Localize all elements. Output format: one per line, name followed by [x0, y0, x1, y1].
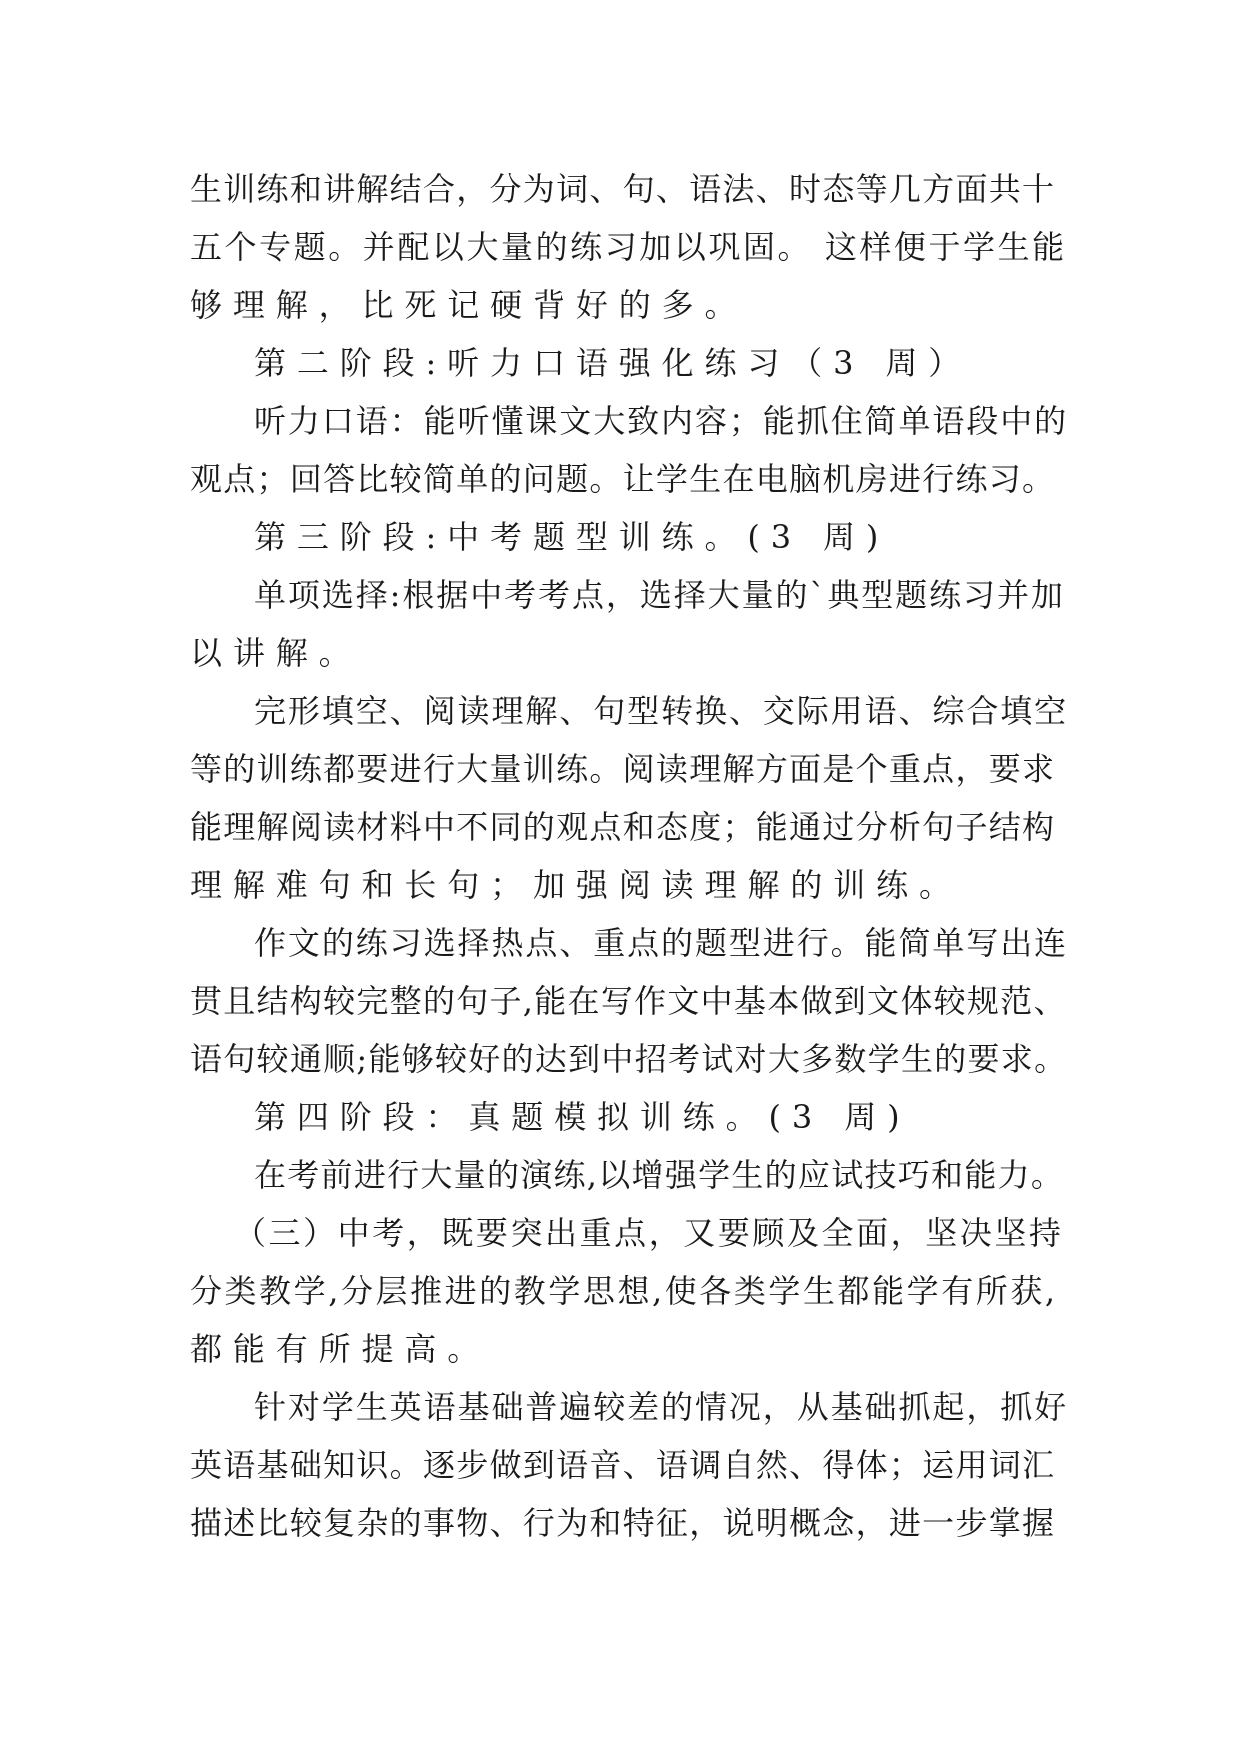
text-line: 语句较通顺;能够较好的达到中招考试对大多数学生的要求。: [190, 1040, 1068, 1078]
text-line: 等的训练都要进行大量训练。阅读理解方面是个重点，要求: [190, 750, 1056, 788]
text-line: 生训练和讲解结合，分为词、句、语法、时态等几方面共十: [190, 170, 1056, 208]
text-line: 听力口语：能听懂课文大致内容；能抓住简单语段中的: [254, 402, 1069, 440]
text-line: 理解难句和长句；加强阅读理解的训练。: [190, 866, 962, 904]
document-body: [190, 160, 1069, 1552]
text-line: 作文的练习选择热点、重点的题型进行。能简单写出连: [254, 924, 1069, 962]
text-line: 以讲解。: [190, 634, 362, 672]
text-line: 完形填空、阅读理解、句型转换、交际用语、综合填空: [254, 692, 1069, 730]
text-line: 描述比较复杂的事物、行为和特征，说明概念，进一步掌握: [190, 1504, 1056, 1542]
section-heading-part-3: （三）中考，既要突出重点，又要顾及全面，坚决坚持: [234, 1214, 1064, 1252]
section-heading-stage-2: 第二阶段:听力口语强化练习（3 周）: [254, 344, 972, 382]
text-line: 英语基础知识。逐步做到语音、语调自然、得体；运用词汇: [190, 1446, 1056, 1484]
text-line: 分类教学,分层推进的教学思想,使各类学生都能学有所获,: [190, 1272, 1058, 1310]
text-line: 都能有所提高。: [190, 1330, 491, 1368]
section-heading-stage-3: 第三阶段:中考题型训练。(3 周): [254, 518, 890, 556]
section-heading-stage-4: 第四阶段：真题模拟训练。(3 周): [254, 1098, 911, 1136]
text-line: 单项选择:根据中考考点，选择大量的`典型题练习并加: [254, 576, 1065, 614]
text-line: 贯且结构较完整的句子,能在写作文中基本做到文体较规范、: [190, 982, 1067, 1020]
text-line: 观点；回答比较简单的问题。让学生在电脑机房进行练习。: [190, 460, 1056, 498]
text-line: 五个专题。并配以大量的练习加以巩固。 这样便于学生能: [190, 228, 1067, 266]
text-line: 能理解阅读材料中不同的观点和态度；能通过分析句子结构: [190, 808, 1056, 846]
text-line: 针对学生英语基础普遍较差的情况，从基础抓起，抓好: [254, 1388, 1069, 1426]
text-line: 在考前进行大量的演练,以增强学生的应试技巧和能力。: [254, 1156, 1065, 1194]
text-line: 够理解，比死记硬背好的多。: [190, 286, 748, 324]
